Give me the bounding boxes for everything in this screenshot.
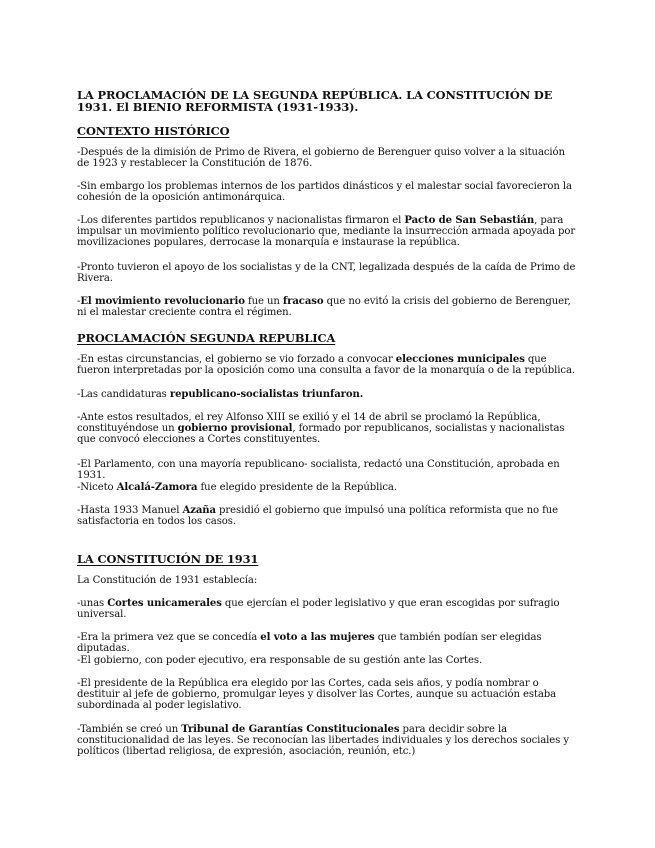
paragraph: -En estas circunstancias, el gobierno se vio forzado a convocar elecciones municipales que fueron interpretadas por la oposición como una consulta a favor de la monarquía o de la república. (77, 354, 576, 377)
paragraph: -También se creó un Tribunal de Garantías Constitucionales para decidir sobre la constitucionalidad de las leyes. Se reconocían las libertades individuales y los derechos sociales y políticos (libertad religiosa, de expresión, asociación, reunión, etc.) (77, 724, 569, 758)
bold-term: El movimiento revolucionario (80, 296, 245, 307)
bold-term: elecciones municipales (395, 354, 525, 365)
bold-term: Alcalá-Zamora (116, 482, 198, 493)
paragraph: -Las candidaturas republicano-socialistas triunfaron. (77, 389, 364, 400)
section-heading-constitucion: LA CONSTITUCIÓN DE 1931 (77, 552, 259, 566)
bold-term: Tribunal de Garantías Constitucionales (181, 724, 400, 735)
bold-term: Cortes unicamerales (107, 598, 222, 609)
paragraph: -El gobierno, con poder ejecutivo, era responsable de su gestión ante las Cortes. (77, 655, 483, 666)
paragraph: -Ante estos resultados, el rey Alfonso XIII se exilió y el 14 de abril se proclamó la República, constituyéndose un gobierno provisional, formado por republicanos, socialistas y nacionalistas que convocó elecciones a Cortes constituyentes. (77, 412, 565, 446)
document-title: LA PROCLAMACIÓN DE LA SEGUNDA REPÚBLICA. LA CONSTITUCIÓN DE 1931. El BIENIO REFORMISTA (1931-1933). (77, 88, 553, 115)
bold-term: Pacto de San Sebastián (404, 215, 535, 226)
paragraph: -El movimiento revolucionario fue un fracaso que no evitó la crisis del gobierno de Berenguer, ni el malestar creciente contra el régimen. (77, 296, 571, 319)
bold-term: Azaña (182, 505, 216, 516)
section-heading-contexto: CONTEXTO HISTÓRICO (77, 124, 230, 138)
paragraph: -Niceto Alcalá-Zamora fue elegido presidente de la República. (77, 482, 397, 493)
bold-term: fracaso (282, 296, 324, 307)
paragraph: La Constitución de 1931 establecía: (77, 575, 258, 586)
paragraph: -El Parlamento, con una mayoría republicano- socialista, redactó una Constitución, aprobada en 1931. (77, 459, 560, 482)
paragraph: -Los diferentes partidos republicanos y nacionalistas firmaron el Pacto de San Sebastián, para impulsar un movimiento político revolucionario que, mediante la insurrección armada apoyada por movilizaciones populares, derrocase la monarquía e instaurase la república. (77, 215, 576, 249)
paragraph: -unas Cortes unicamerales que ejercían el poder legislativo y que eran escogidas por sufragio universal. (77, 598, 560, 621)
paragraph: -Pronto tuvieron el apoyo de los socialistas y de la CNT, legalizada después de la caída de Primo de Rivera. (77, 262, 576, 285)
paragraph: -Hasta 1933 Manuel Azaña presidió el gobierno que impulsó una política reformista que no fue satisfactoria en todos los casos. (77, 505, 559, 528)
paragraph: -Sin embargo los problemas internos de los partidos dinásticos y el malestar social favorecieron la cohesión de la oposición antimonárquica. (77, 181, 572, 204)
paragraph: -El presidente de la República era elegido por las Cortes, cada seis años, y podía nombrar o destituir al jefe de gobierno, promulgar leyes y disolver las Cortes, aunque su actuación estaba subordinada al poder legislativo. (77, 678, 557, 712)
paragraph: -Después de la dimisión de Primo de Rivera, el gobierno de Berenguer quiso volver a la situación de 1923 y restablecer la Constitución de 1876. (77, 147, 565, 170)
bold-term: gobierno provisional (177, 423, 293, 435)
paragraph: -Era la primera vez que se concedía el voto a las mujeres que también podían ser elegidas diputadas. (77, 632, 542, 655)
section-heading-proclamacion: PROCLAMACIÓN SEGUNDA REPUBLICA (77, 331, 336, 345)
bold-term: el voto a las mujeres (260, 632, 375, 643)
bold-term: republicano-socialistas triunfaron. (169, 389, 364, 400)
